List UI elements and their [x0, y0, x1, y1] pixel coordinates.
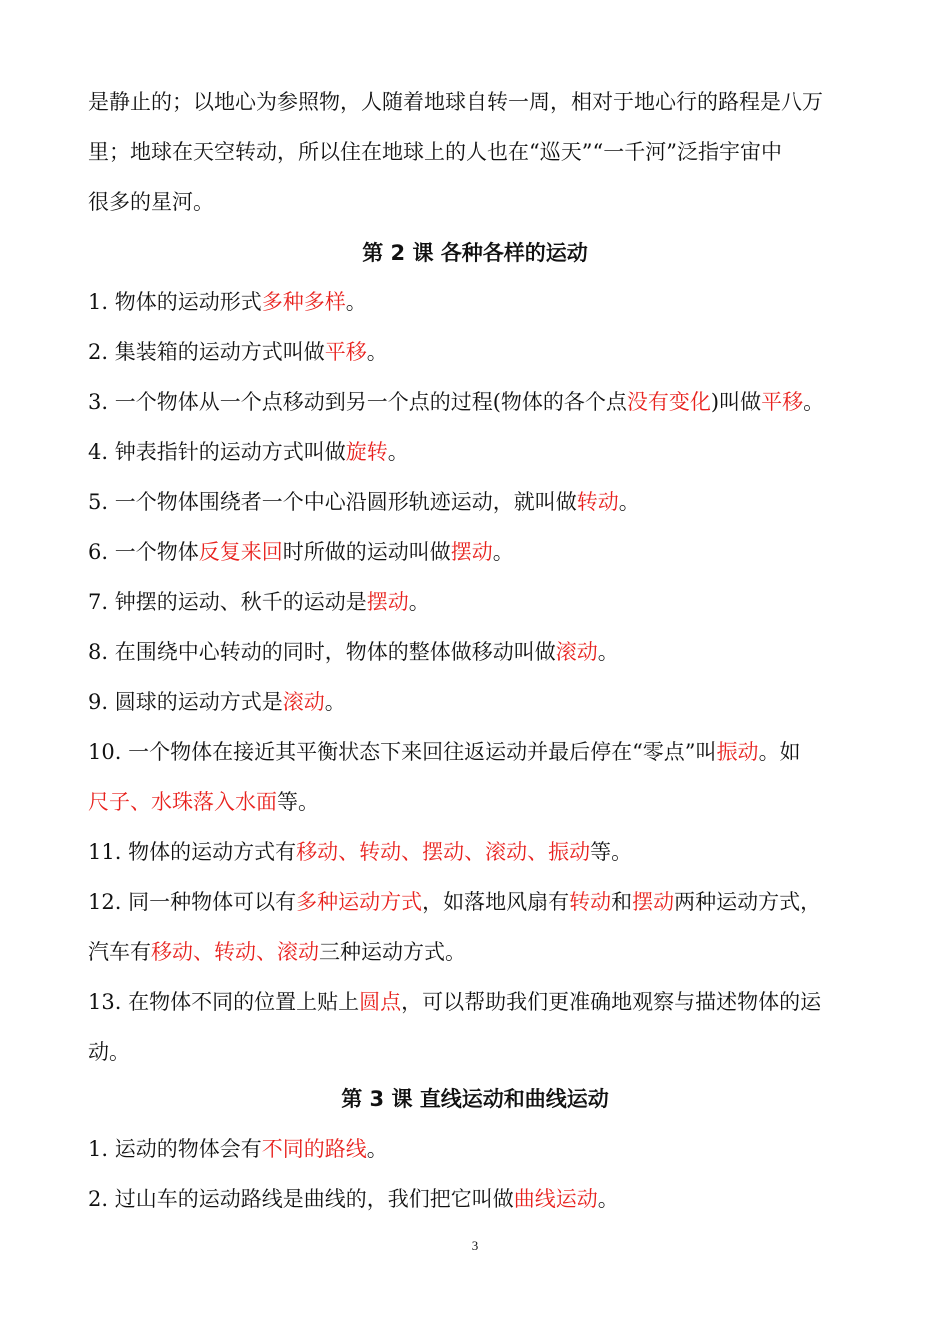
item-text: 时所做的运动叫做: [282, 540, 451, 564]
item-number: 9.: [88, 690, 115, 714]
answer-highlight: 没有变化: [626, 390, 711, 414]
item-number: 13.: [88, 990, 129, 1014]
lesson-2-line: [88, 638, 878, 666]
page-number: 3: [471, 1238, 479, 1253]
item-text: 。: [387, 440, 409, 464]
lesson-2-line: [88, 888, 878, 916]
item-text: 。: [597, 1187, 619, 1211]
lesson-2-line: [88, 438, 878, 466]
answer-highlight: 圆点: [359, 990, 402, 1014]
answer-highlight: 不同的路线: [261, 1137, 367, 1161]
item-text: 汽车有: [88, 940, 151, 964]
item-text: 和: [611, 890, 633, 914]
answer-highlight: 摆动: [632, 890, 675, 914]
item-number: 7.: [88, 590, 115, 614]
item-text: 。: [345, 290, 367, 314]
item-number: 6.: [88, 540, 115, 564]
item-text: 集装箱的运动方式叫做: [114, 340, 325, 364]
answer-highlight: 转动: [569, 890, 612, 914]
intro-line-3: 很多的星河。: [88, 190, 214, 214]
item-text: 钟摆的运动、秋千的运动是: [114, 590, 367, 614]
item-number: 5.: [88, 490, 115, 514]
answer-highlight: 转动: [576, 490, 619, 514]
lesson-3-line: [88, 1135, 878, 1163]
lesson-2-line: [88, 338, 878, 366]
item-text: 三种运动方式。: [319, 940, 466, 964]
item-text: 等。: [590, 840, 633, 864]
lesson-2-line: [88, 1038, 878, 1066]
answer-highlight: 移动、转动、摆动、滚动、振动: [296, 840, 591, 864]
lesson-3-title: 第 3 课 直线运动和曲线运动: [341, 1087, 609, 1111]
item-text: 。: [803, 390, 825, 414]
item-text: ，如落地风扇有: [422, 890, 570, 914]
item-text: 一个物体在接近其平衡状态下来回往返运动并最后停在“零点”叫: [128, 740, 717, 764]
lesson-2-line: [88, 288, 878, 316]
answer-highlight: 滚动: [282, 690, 325, 714]
item-text: 。: [618, 490, 640, 514]
item-text: 圆球的运动方式是: [114, 690, 283, 714]
lesson-2-title: 第 2 课 各种各样的运动: [362, 241, 588, 265]
answer-highlight: 多种运动方式: [296, 890, 423, 914]
item-number: 2.: [88, 1187, 115, 1211]
intro-line-1: 是静止的；以地心为参照物，人随着地球自转一周，相对于地心行的路程是八万: [88, 90, 823, 114]
item-text: 运动的物体会有: [114, 1137, 262, 1161]
answer-highlight: 摆动: [366, 590, 409, 614]
item-text: 。如: [758, 740, 801, 764]
item-text: 在围绕中心转动的同时，物体的整体做移动叫做: [114, 640, 556, 664]
item-text: ，可以帮助我们更准确地观察与描述物体的运: [401, 990, 822, 1014]
item-text: )叫做: [710, 390, 762, 414]
lesson-2-line: [88, 788, 878, 816]
answer-highlight: 旋转: [345, 440, 388, 464]
item-text: 。: [597, 640, 619, 664]
lesson-2-line: [88, 738, 878, 766]
item-number: 2.: [88, 340, 115, 364]
item-number: 8.: [88, 640, 115, 664]
item-text: 。: [492, 540, 514, 564]
item-text: 过山车的运动路线是曲线的，我们把它叫做: [114, 1187, 514, 1211]
item-text: 。: [324, 690, 346, 714]
item-number: 11.: [88, 840, 129, 864]
answer-highlight: 滚动: [555, 640, 598, 664]
item-text: 在物体不同的位置上贴上: [128, 990, 360, 1014]
item-text: 动。: [88, 1040, 130, 1064]
lesson-2-line: [88, 538, 878, 566]
item-text: 物体的运动方式有: [128, 840, 297, 864]
lesson-2-line: [88, 588, 878, 616]
answer-highlight: 移动、转动、滚动: [151, 940, 319, 964]
item-number: 12.: [88, 890, 129, 914]
item-text: 。: [366, 1137, 388, 1161]
intro-line-2: 里；地球在天空转动，所以住在地球上的人也在“巡天”“一千河”泛指宇宙中: [88, 140, 782, 164]
item-text: 一个物体围绕者一个中心沿圆形轨迹运动，就叫做: [114, 490, 577, 514]
item-text: 。: [366, 340, 388, 364]
item-number: 1.: [88, 290, 115, 314]
item-number: 10.: [88, 740, 129, 764]
answer-highlight: 反复来回: [198, 540, 283, 564]
lesson-2-line: [88, 838, 878, 866]
answer-highlight: 曲线运动: [513, 1187, 598, 1211]
answer-highlight: 振动: [716, 740, 759, 764]
lesson-2-line: [88, 688, 878, 716]
item-text: 。: [408, 590, 430, 614]
answer-highlight: 多种多样: [261, 290, 346, 314]
item-number: 1.: [88, 1137, 115, 1161]
lesson-3-line: [88, 1185, 878, 1213]
answer-highlight: 尺子、水珠落入水面: [88, 790, 277, 814]
item-text: 等。: [277, 790, 319, 814]
item-text: 一个物体: [114, 540, 199, 564]
answer-highlight: 摆动: [450, 540, 493, 564]
item-text: 钟表指针的运动方式叫做: [114, 440, 346, 464]
lesson-2-line: [88, 988, 878, 1016]
lesson-2-line: [88, 488, 878, 516]
item-text: 同一种物体可以有: [128, 890, 297, 914]
item-text: 一个物体从一个点移动到另一个点的过程(物体的各个点: [114, 390, 627, 414]
item-text: 两种运动方式，: [674, 890, 822, 914]
answer-highlight: 平移: [324, 340, 367, 364]
lesson-2-line: [88, 938, 878, 966]
answer-highlight: 平移: [761, 390, 804, 414]
lesson-2-line: [88, 388, 878, 416]
item-text: 物体的运动形式: [114, 290, 262, 314]
item-number: 4.: [88, 440, 115, 464]
item-number: 3.: [88, 390, 115, 414]
